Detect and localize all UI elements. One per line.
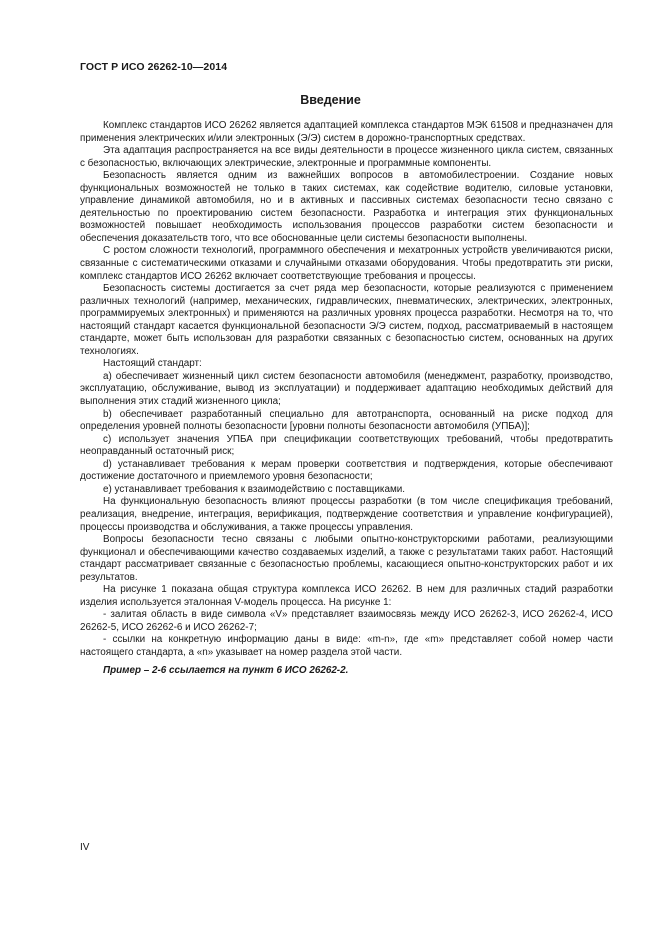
list-item: - залитая область в виде символа «V» представляет взаимосвязь между ИСО 26262-3, ИСО 26262-4, ИСО 26262-5, ИСО 26262-6 и ИСО 26262-7; (80, 609, 613, 633)
list-item: а) обеспечивает жизненный цикл систем безопасности автомобиля (менеджмент, разработку, производство, эксплуатацию, обслуживание, вывод из эксплуатации) и поддерживает адаптацию необходимых действий для выполнения этих стадий жизненного цикла; (80, 370, 613, 408)
paragraph: На функциональную безопасность влияют процессы разработки (в том числе спецификация требований, реализация, внедрение, интеграция, верификация, подтверждение соответствия и управление конфигурацией), процессы производства и обслуживания, а также процессы управления. (80, 496, 613, 533)
body-text (80, 120, 613, 677)
paragraph: На рисунке 1 показана общая структура комплекса ИСО 26262. В нем для различных стадий разработки изделия используется эталонная V-модель процесса. На рисунке 1: (80, 584, 613, 608)
paragraph: Эта адаптация распространяется на все виды деятельности в процессе жизненного цикла систем, связанных с безопасностью, включающих электрические, электронные и программные компоненты. (80, 145, 613, 169)
list-item: b) обеспечивает разработанный специально для автотранспорта, основанный на риске подход для определения уровней полноты безопасности [уровни полноты безопасности автомобиля (УПБА)]; (80, 408, 613, 433)
list-item: e) устанавливает требования к взаимодействию с поставщиками. (103, 483, 405, 495)
list-item: - ссылки на конкретную информацию даны в виде: «m-n», где «m» представляет собой номер части настоящего стандарта, а «n» указывает на номер раздела этой части. (80, 634, 613, 658)
paragraph: С ростом сложности технологий, программного обеспечения и мехатронных устройств увеличиваются риски, связанные с систематическими отказами и случайными отказами оборудования. Чтобы предотвратить эти риски, комплекс стандартов ИСО 26262 включает соответствующие требования и процессы. (80, 245, 613, 282)
list-item: d) устанавливает требования к мерам проверки соответствия и подтверждения, которые обеспечивают достижение достаточного и приемлемого уровня безопасности; (80, 458, 613, 483)
example-note: Пример – 2-6 ссылается на пункт 6 ИСО 26262-2. (103, 664, 349, 676)
paragraph: Безопасность является одним из важнейших вопросов в автомобилестроении. Создание новых функциональных возможностей не только в таких системах, как содействие водителю, силовые установки, управление динамикой автомобиля, но и в активных и пассивных системах безопасности тесно связано с деятельностью по проектированию систем безопасности. Разработка и интеграция этих функциональных возможностей повышает необходимость использования процессов разработки систем безопасности и обеспечения доказательств того, что все обоснованные цели системы безопасности выполнены. (80, 170, 613, 244)
paragraph: Безопасность системы достигается за счет ряда мер безопасности, которые реализуются с применением различных технологий (например, механических, гидравлических, пневматических, электрических, электронных, программируемых электронных) и применяются на различных уровнях процесса разработки. Несмотря на то, что настоящий стандарт касается функциональной безопасности Э/Э систем, подход, рассматриваемый в настоящем стандарте, может быть использован для разработки связанных с безопасностью систем, основанных на других технологиях. (80, 283, 613, 357)
list-item: c) использует значения УПБА при спецификации соответствующих требований, чтобы предотвратить неоправданный остаточный риск; (80, 433, 613, 458)
paragraph: Вопросы безопасности тесно связаны с любыми опытно-конструкторскими работами, реализующими функционал и обеспечивающими качество создаваемых изделий, а также с результатами таких работ. Настоящий стандарт рассматривает связанные с безопасностью проблемы, касающиеся опытно-конструкторских работ и их результатов. (80, 534, 613, 583)
document-code: ГОСТ Р ИСО 26262-10—2014 (80, 61, 228, 73)
paragraph: Настоящий стандарт: (103, 358, 202, 370)
page-number: IV (80, 842, 90, 853)
paragraph: Комплекс стандартов ИСО 26262 является адаптацией комплекса стандартов МЭК 61508 и предназначен для применения электрических и/или электронных (Э/Э) систем в дорожно-транспортных средствах. (80, 120, 613, 144)
section-title: Введение (300, 93, 361, 107)
